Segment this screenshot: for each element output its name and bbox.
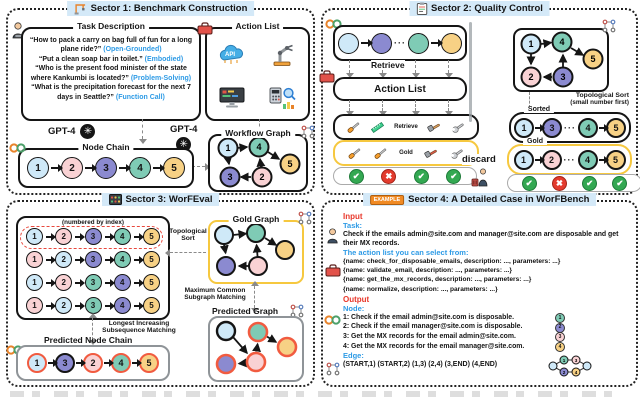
- chain-node: 1: [514, 150, 534, 170]
- arrow-icon: [535, 159, 541, 161]
- chain-node-matched: 4: [111, 353, 131, 373]
- gold-tools-label: Gold: [399, 150, 413, 156]
- graph-node-label: 5: [590, 54, 596, 65]
- candidate-chain-box: [333, 25, 467, 61]
- screwdriver-icon: [346, 120, 361, 135]
- action-list-pill: [333, 77, 467, 101]
- graph-node-matched: [249, 323, 267, 341]
- topo-row: [24, 251, 162, 268]
- dashed-arrow: [142, 119, 143, 139]
- arrow-icon: [76, 362, 82, 364]
- sector1-title: Sector 1: Benchmark Construction: [90, 3, 248, 14]
- arrow-icon: [48, 362, 54, 364]
- crane-icon: [74, 2, 87, 15]
- arrow-icon: [153, 167, 161, 169]
- chain-node: 2: [542, 150, 562, 170]
- graph-node-label: 2: [528, 72, 534, 83]
- mini-node-label: 2: [562, 370, 566, 376]
- chain-node: [371, 33, 392, 54]
- graph-node-label: 1: [225, 143, 231, 154]
- screwdriver-icon: [347, 146, 362, 161]
- node-item: [343, 342, 631, 352]
- chain-node: 1: [27, 157, 49, 179]
- arrow-icon: [134, 259, 140, 261]
- arrow-icon: [119, 167, 127, 169]
- qc-graph: [515, 30, 607, 90]
- chain-node: 5: [606, 150, 626, 170]
- chain-node: 1: [26, 274, 43, 291]
- action-list-box: [205, 21, 310, 121]
- graph-node-matched: [278, 338, 296, 356]
- chain-node: 2: [55, 251, 72, 268]
- task-description-box: [21, 21, 201, 121]
- action-item: {name: normalize, description: ..., parameters: ...}: [343, 285, 498, 293]
- chain-node: 4: [578, 150, 598, 170]
- action-item: {name: validate_email, description: ..., parameters: ...}: [343, 267, 512, 275]
- ellipsis: [564, 155, 576, 165]
- ellipsis: [564, 123, 576, 133]
- numbered-by-index-label: (numbered by index): [62, 219, 124, 226]
- chain-node: [441, 33, 462, 54]
- arrow-icon: [105, 282, 111, 284]
- node-badge: 1: [555, 313, 565, 323]
- action-list-label: Action List: [374, 83, 426, 95]
- node-chain-title: Node Chain: [78, 142, 133, 152]
- api-label: API: [225, 51, 236, 58]
- gpt4-left: [48, 124, 95, 139]
- calculator-search-chart-icon: [269, 86, 297, 110]
- node-item: [343, 332, 631, 342]
- retrieved-tools-box: [333, 114, 479, 140]
- chain-node: 3: [85, 228, 102, 245]
- task-quote: “Put a clean soap bar in toilet.”: [38, 55, 143, 63]
- gpt4-label: GPT-4: [48, 126, 76, 137]
- robot-arm-icon: [270, 43, 296, 67]
- chain-node: 4: [578, 118, 598, 138]
- arrow-icon: [75, 259, 81, 261]
- chain-node: 5: [606, 118, 626, 138]
- gold-tools-box: [333, 140, 479, 166]
- sector2-title: Sector 2: Quality Control: [431, 3, 543, 14]
- arrow-icon: [105, 305, 111, 307]
- gold-label: Gold: [523, 138, 547, 145]
- chain-node: 4: [114, 297, 131, 314]
- check-pass-icon: [612, 176, 627, 191]
- graph-node-label: 4: [256, 142, 262, 153]
- gold-graph-title: Gold Graph: [229, 214, 284, 224]
- graph-molecule-icon: [602, 19, 616, 33]
- retrieved-tools-label: Retrieve: [394, 124, 418, 130]
- gold-graph-box: [208, 214, 304, 284]
- toolbox-icon: [319, 70, 335, 83]
- discard-label: discard: [462, 154, 496, 165]
- chain-icon: [9, 142, 27, 154]
- action-item: {name: get_the_mx_records, description: ..., parameters: ...}: [343, 276, 532, 284]
- arrow-icon: [134, 305, 140, 307]
- retrieve-label: Retrieve: [371, 60, 405, 70]
- chain-node: 3: [85, 274, 102, 291]
- chain-node-unmatched: 3: [55, 353, 75, 373]
- arrow-icon: [431, 42, 439, 44]
- chain-node: 1: [514, 118, 534, 138]
- task-tag: (Function Call): [115, 93, 165, 101]
- chain-node: 5: [163, 157, 185, 179]
- node-item-text: 4: Get the MX records for the email manager@site.com.: [343, 342, 525, 350]
- chain-icon: [324, 314, 342, 326]
- topo-sort-line2: (small number first): [570, 99, 629, 106]
- dashed-double-arrow: [254, 286, 255, 308]
- workflow-graph-title: Workflow Graph: [221, 128, 295, 138]
- chain-node: 3: [85, 297, 102, 314]
- node-item: [343, 313, 631, 323]
- graph-node-matched: [217, 355, 235, 373]
- mcs-line2: Subgraph Matching: [184, 294, 246, 301]
- task-quote: “Who is the present food minister of the state where Kankumbi is located?”: [30, 65, 187, 82]
- chain-node: 1: [26, 251, 43, 268]
- graph-node: [276, 241, 294, 259]
- check-fail-icon: [381, 169, 396, 184]
- left-check-row: [333, 167, 477, 185]
- graph-node-label: 1: [528, 39, 534, 50]
- gpt4-label: GPT-4: [170, 124, 198, 135]
- topo-row: [24, 274, 162, 291]
- topo-row: [24, 297, 162, 314]
- chain-node: 2: [61, 157, 83, 179]
- sector1-panel: [6, 3, 315, 195]
- clipboard-icon: [416, 2, 427, 15]
- task-item: [26, 83, 196, 102]
- dashed-arrow: [448, 100, 449, 111]
- lis-line1: Longest Increasing: [108, 320, 170, 327]
- chain-node-matched: 2: [83, 353, 103, 373]
- cropped-caption-fragment: [10, 391, 622, 397]
- case-content: [343, 211, 631, 376]
- arrow-icon: [134, 282, 140, 284]
- chain-node: 4: [129, 157, 151, 179]
- arrow-icon: [46, 259, 52, 261]
- arrow-icon: [599, 127, 605, 129]
- sector4-title-bar: [363, 193, 597, 206]
- screwdriver-icon: [373, 146, 388, 161]
- task-item: [26, 36, 196, 55]
- topo-line2: Sort: [181, 235, 195, 242]
- edge-mini-graph: [547, 354, 593, 378]
- predicted-chain-box: [16, 345, 170, 381]
- graph-node-label: 3: [560, 72, 566, 83]
- sector4-panel: [321, 194, 638, 387]
- ruler-icon: [370, 120, 385, 135]
- node-badge: 2: [555, 323, 565, 333]
- person-icon: [326, 228, 340, 244]
- highlighted-row-outline: [20, 226, 163, 249]
- mini-node-label: 4: [574, 370, 578, 376]
- mcs-line1: Maximum Common: [184, 287, 246, 294]
- ellipsis: [394, 38, 406, 48]
- mini-node-label: 1: [562, 358, 566, 364]
- predicted-graph: [210, 318, 302, 380]
- chain-node: 5: [143, 228, 160, 245]
- chain-node: 5: [143, 274, 160, 291]
- sector2-title-bar: [409, 1, 550, 16]
- graph-molecule-icon: [298, 211, 312, 225]
- divider: [469, 22, 472, 122]
- topo-orders-box: [16, 216, 170, 320]
- sector1-title-bar: [67, 1, 255, 16]
- gold-chain-box: [507, 138, 632, 175]
- graph-node-label: 3: [227, 172, 233, 183]
- sector4-title: Sector 4: A Detailed Case in WorFBench: [408, 194, 590, 205]
- edge-list-text: (START,1) (START,2) (1,3) (2,4) (3,END) (4,END): [343, 361, 498, 369]
- edge-label: Edge:: [343, 351, 364, 361]
- task-description-title: Task Description: [73, 21, 149, 31]
- graph-node-matched: [247, 353, 265, 371]
- node-item-text: 2: Check if the email manager@site.com is disposable.: [343, 323, 523, 331]
- toolbox-icon: [197, 22, 213, 35]
- arrow-icon: [104, 362, 110, 364]
- dashed-arrow: [382, 100, 383, 111]
- chain-node: 4: [114, 274, 131, 291]
- api-cloud-icon: [217, 44, 247, 66]
- dashed-arrow: [170, 252, 206, 253]
- sector3-title: Sector 3: WorFEval: [125, 194, 213, 205]
- lis-line2: Subsequence Matching: [102, 327, 176, 334]
- chain-node: 5: [143, 297, 160, 314]
- predicted-graph-title: Predicted Graph: [212, 306, 279, 316]
- topological-sort-note: [537, 92, 629, 106]
- mini-node-label: 3: [574, 358, 578, 364]
- topo-line1: Topological: [169, 228, 207, 235]
- wrench-icon: [451, 120, 466, 135]
- node-badge: 3: [555, 332, 565, 342]
- task-item: [26, 55, 196, 64]
- toolbox-icon: [325, 264, 341, 277]
- chain-node: [338, 33, 359, 54]
- edge-list-row: [343, 358, 631, 376]
- chain-node: 4: [114, 251, 131, 268]
- check-fail-icon: [552, 176, 567, 191]
- arrow-icon: [361, 42, 369, 44]
- task-text: Check if the emails admin@site.com and manager@site.com are disposable and get their MX records.: [343, 231, 619, 248]
- graph-node: [217, 257, 235, 275]
- graph-node-label: 4: [559, 37, 565, 48]
- task-tag: (Open-Grounded): [103, 46, 162, 54]
- graph-node: [247, 224, 265, 242]
- action-list-header: The action list you can select from:: [343, 248, 469, 258]
- chain-node: 2: [55, 297, 72, 314]
- sorted-label: Sorted: [524, 106, 554, 113]
- check-pass-icon: [582, 176, 597, 191]
- mini-node-end: [583, 362, 591, 370]
- node-chain-box: [18, 142, 194, 188]
- node-item: [343, 322, 631, 332]
- worker-trash-icon: [471, 168, 489, 187]
- arrow-icon: [105, 259, 111, 261]
- chain-node: 5: [143, 251, 160, 268]
- lis-label: [100, 320, 178, 334]
- arrow-icon: [132, 362, 138, 364]
- workflow-graph-box: [208, 128, 308, 192]
- dashed-arrow: [349, 60, 350, 73]
- graph-molecule-icon: [301, 125, 315, 139]
- check-pass-icon: [522, 176, 537, 191]
- topological-sort-label: [166, 228, 210, 242]
- computer-code-icon: [219, 87, 245, 109]
- hammer-icon: [424, 146, 439, 161]
- check-pass-icon: [446, 169, 461, 184]
- dashed-arrow: [448, 60, 449, 73]
- arrow-icon: [75, 305, 81, 307]
- mini-node-start: [549, 362, 557, 370]
- node-item-text: 1: Check if the email admin@site.com is disposable.: [343, 313, 514, 321]
- predicted-chain-title: Predicted Node Chain: [44, 335, 133, 345]
- graph-node-label: 2: [259, 172, 265, 183]
- task-item: [26, 64, 196, 83]
- arrow-icon: [46, 305, 52, 307]
- chain-node: 3: [542, 118, 562, 138]
- worfeval-icon: [109, 194, 122, 205]
- arrow-icon: [535, 127, 541, 129]
- arrow-icon: [85, 167, 93, 169]
- node-item-text: 3: Get the MX records for the email admin@site.com.: [343, 332, 516, 340]
- check-pass-icon: [349, 169, 364, 184]
- example-badge: EXAMPLE: [370, 195, 405, 205]
- node-badge: 4: [555, 342, 565, 352]
- workflow-graph: [210, 136, 306, 190]
- output-label: Output: [343, 294, 370, 304]
- input-label: Input: [343, 212, 363, 221]
- graph-node: [215, 226, 233, 244]
- dashed-arrow: [415, 100, 416, 111]
- graph-molecule-icon: [326, 362, 340, 376]
- topo-sort-line1: Topological Sort: [575, 92, 629, 99]
- chain-node: 1: [26, 228, 43, 245]
- gold-graph: [210, 222, 302, 282]
- arrow-icon: [599, 159, 605, 161]
- arrow-icon: [75, 282, 81, 284]
- mcs-label: [180, 287, 250, 301]
- qc-graph-box: [513, 28, 609, 92]
- predicted-graph-box: [208, 316, 304, 382]
- openai-logo-icon: [80, 124, 95, 139]
- hammer-icon: [427, 120, 442, 135]
- sector3-title-bar: [102, 193, 220, 206]
- right-check-row: [507, 174, 640, 192]
- task-tag: (Embodied): [144, 55, 184, 63]
- sector2-panel: [321, 3, 638, 195]
- graph-node-label: 5: [287, 159, 293, 170]
- node-label: Node:: [343, 303, 365, 313]
- chain-node: 3: [95, 157, 117, 179]
- action-item: {name: check_for_disposable_emails, description: ..., parameters: ...}: [343, 258, 561, 266]
- chain-node: 1: [26, 297, 43, 314]
- chain-node: [408, 33, 429, 54]
- arrow-icon: [51, 167, 59, 169]
- graph-node: [249, 257, 267, 275]
- task-quote: “How to pack a carry on bag full of fun for a long plane ride?”: [29, 37, 193, 54]
- task-tag: (Problem-Solving): [130, 74, 192, 82]
- chain-node: 4: [114, 228, 131, 245]
- graph-node-unmatched: [217, 322, 235, 340]
- check-pass-icon: [414, 169, 429, 184]
- task-label: Task:: [343, 221, 363, 230]
- sector3-panel: [6, 194, 315, 387]
- chain-node-matched: 5: [139, 353, 159, 373]
- arrow-icon: [46, 282, 52, 284]
- chain-node: 2: [55, 274, 72, 291]
- chain-node: 3: [85, 251, 102, 268]
- dashed-arrow: [349, 100, 350, 111]
- task-quote: “What is the precipitation forecast for the next 7 days in Seattle?”: [31, 84, 191, 101]
- dashed-arrow: [415, 60, 416, 73]
- chain-node-matched: 1: [27, 353, 47, 373]
- action-list-title: Action List: [232, 21, 284, 31]
- chain-node: 2: [55, 228, 72, 245]
